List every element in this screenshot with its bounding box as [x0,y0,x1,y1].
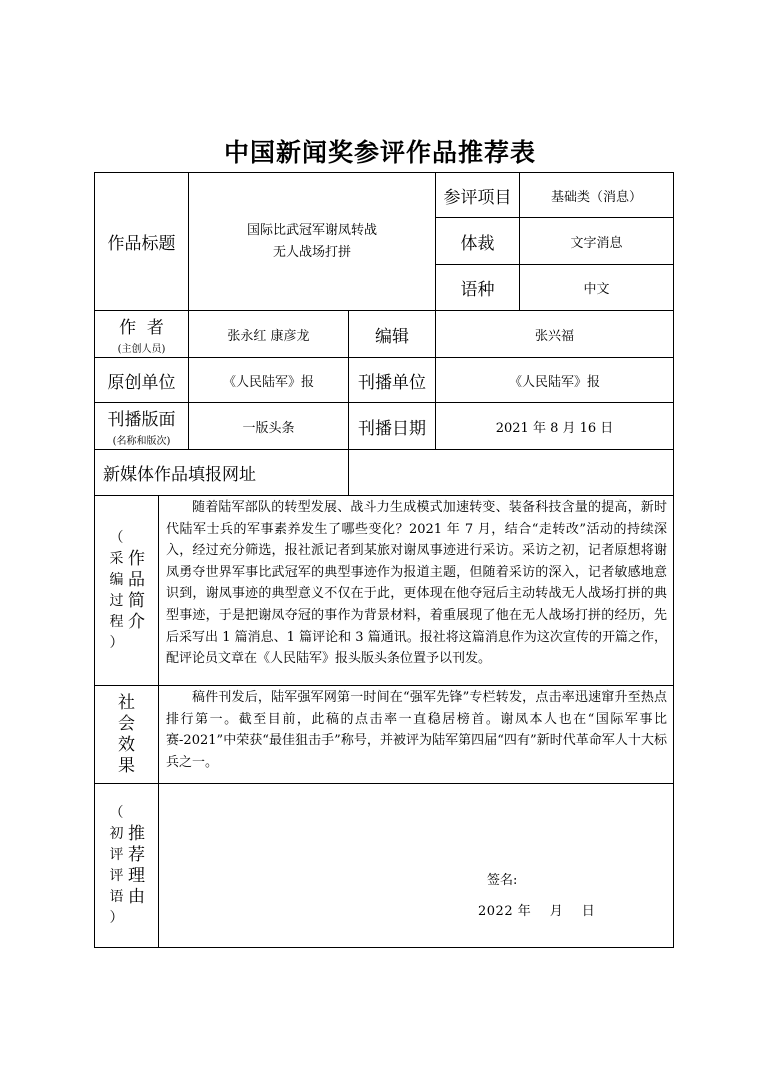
effect-label-char-2: 会 [118,713,135,734]
author-sublabel: (主创人员) [117,344,166,355]
process-label-col-1 [107,528,127,654]
process-label-char-6: ） [109,634,124,651]
publisher-label: 刊播单位 [349,358,436,403]
process-cell [159,496,674,686]
language-label: 语种 [436,265,520,311]
language-value: 中文 [520,265,674,311]
recommendation-form [94,172,674,948]
process-label-char-1: （ [109,529,124,546]
process-label-char-b-4: 介 [128,611,145,632]
review-label-char-b-1: 推 [128,823,145,844]
page-sublabel: (名称和版次) [112,436,171,447]
editor-value: 张兴福 [436,311,674,358]
effect-text: 稿件刊发后，陆军强军网第一时间在“强军先锋”专栏转发，点击率迅速窜升至热点排行第一。截至目前，此稿的点击率一直稳居榜首。谢凤本人也在“国际军事比赛-2021”中荣获“最佳狙击手”称号，并被评为陆军第四届“四有”新时代革命军人十大标兵之一。 [166,690,668,770]
effect-label-char-1: 社 [118,692,135,713]
signature-date: 2022 年 月 日 [478,904,596,919]
effect-label [95,686,159,784]
page-title: 中国新闻奖参评作品推荐表 [223,138,536,167]
publisher-value: 《人民陆军》报 [436,358,674,403]
review-cell [159,784,674,948]
work-title-label: 作品标题 [95,173,189,311]
effect-label-char-4: 果 [118,755,135,776]
process-text: 随着陆军部队的转型发展、战斗力生成模式加速转变、装备科技含量的提高，新时代陆军士兵的军事素养发生了哪些变化？2021 年 7 月，结合“走转改”活动的持续深入，经过充分筛选，报社派记者到某旅对谢凤事迹进行采访。采访之初，记者原想将谢凤勇夺世界军事比武冠军的典型事迹作为报道主题，但随着采访的深入，记者敏感地意识到，谢凤事迹的典型意义不仅在于此，更体现在他夺冠后主动转战无人战场打拼的典型事迹，于是把谢凤夺冠的事作为背景材料，着重展现了他在无人战场打拼的经历，先后采写出 1 篇消息、1 篇评论和 3 篇通讯。报社将这篇消息作为这次宣传的开篇之作，配评论员文章在《人民陆军》报头版头条位置予以刊发。 [166,500,668,667]
work-title-line-2: 无人战场打拼 [273,244,352,260]
work-title-line-1: 国际比武冠军谢凤转战 [247,222,378,238]
process-label-char-4: 过 [109,592,124,609]
page-label: 刊播版面 [107,410,176,430]
process-label-char-3: 编 [109,571,124,588]
url-label: 新媒体作品填报网址 [95,450,349,496]
review-label-char-2: 初 [109,825,124,842]
author-value: 张永红 康彦龙 [189,311,349,358]
page-value: 一版头条 [189,403,349,450]
origin-value: 《人民陆军》报 [189,358,349,403]
review-label-col-1 [107,803,127,929]
review-label-char-b-3: 理 [128,865,145,886]
review-label [95,784,159,948]
review-label-char-b-4: 由 [128,886,145,907]
process-label-char-2: 采 [109,550,124,567]
effect-label-col [117,693,137,777]
category-label: 参评项目 [436,173,520,218]
process-label-char-b-2: 品 [128,569,145,590]
process-label-col-2 [127,528,147,654]
genre-value: 文字消息 [520,218,674,265]
category-value: 基础类（消息） [520,173,674,218]
review-label-char-5: 语 [109,888,124,905]
effect-cell [159,686,674,784]
review-label-char-1: （ [109,804,124,821]
review-label-char-6: ） [109,909,124,926]
process-label-char-b-1: 作 [128,548,145,569]
process-label-char-5: 程 [109,613,124,630]
date-value: 2021 年 8 月 16 日 [436,403,674,450]
url-value [349,450,674,496]
review-label-char-b-2: 荐 [128,844,145,865]
signature-label: 签名: [487,873,518,888]
form-table [94,172,674,948]
date-label: 刊播日期 [349,403,436,450]
genre-label: 体裁 [436,218,520,265]
process-label [95,496,159,686]
author-label: 作 者 [119,318,164,338]
page-label-cell [95,403,189,450]
work-title-value [189,173,436,311]
author-label-cell [95,311,189,358]
review-label-char-4: 评 [109,867,124,884]
process-label-char-b-3: 简 [128,590,145,611]
review-label-col-2 [127,803,147,929]
origin-label: 原创单位 [95,358,189,403]
effect-label-char-3: 效 [118,734,135,755]
editor-label: 编辑 [349,311,436,358]
review-label-char-3: 评 [109,846,124,863]
